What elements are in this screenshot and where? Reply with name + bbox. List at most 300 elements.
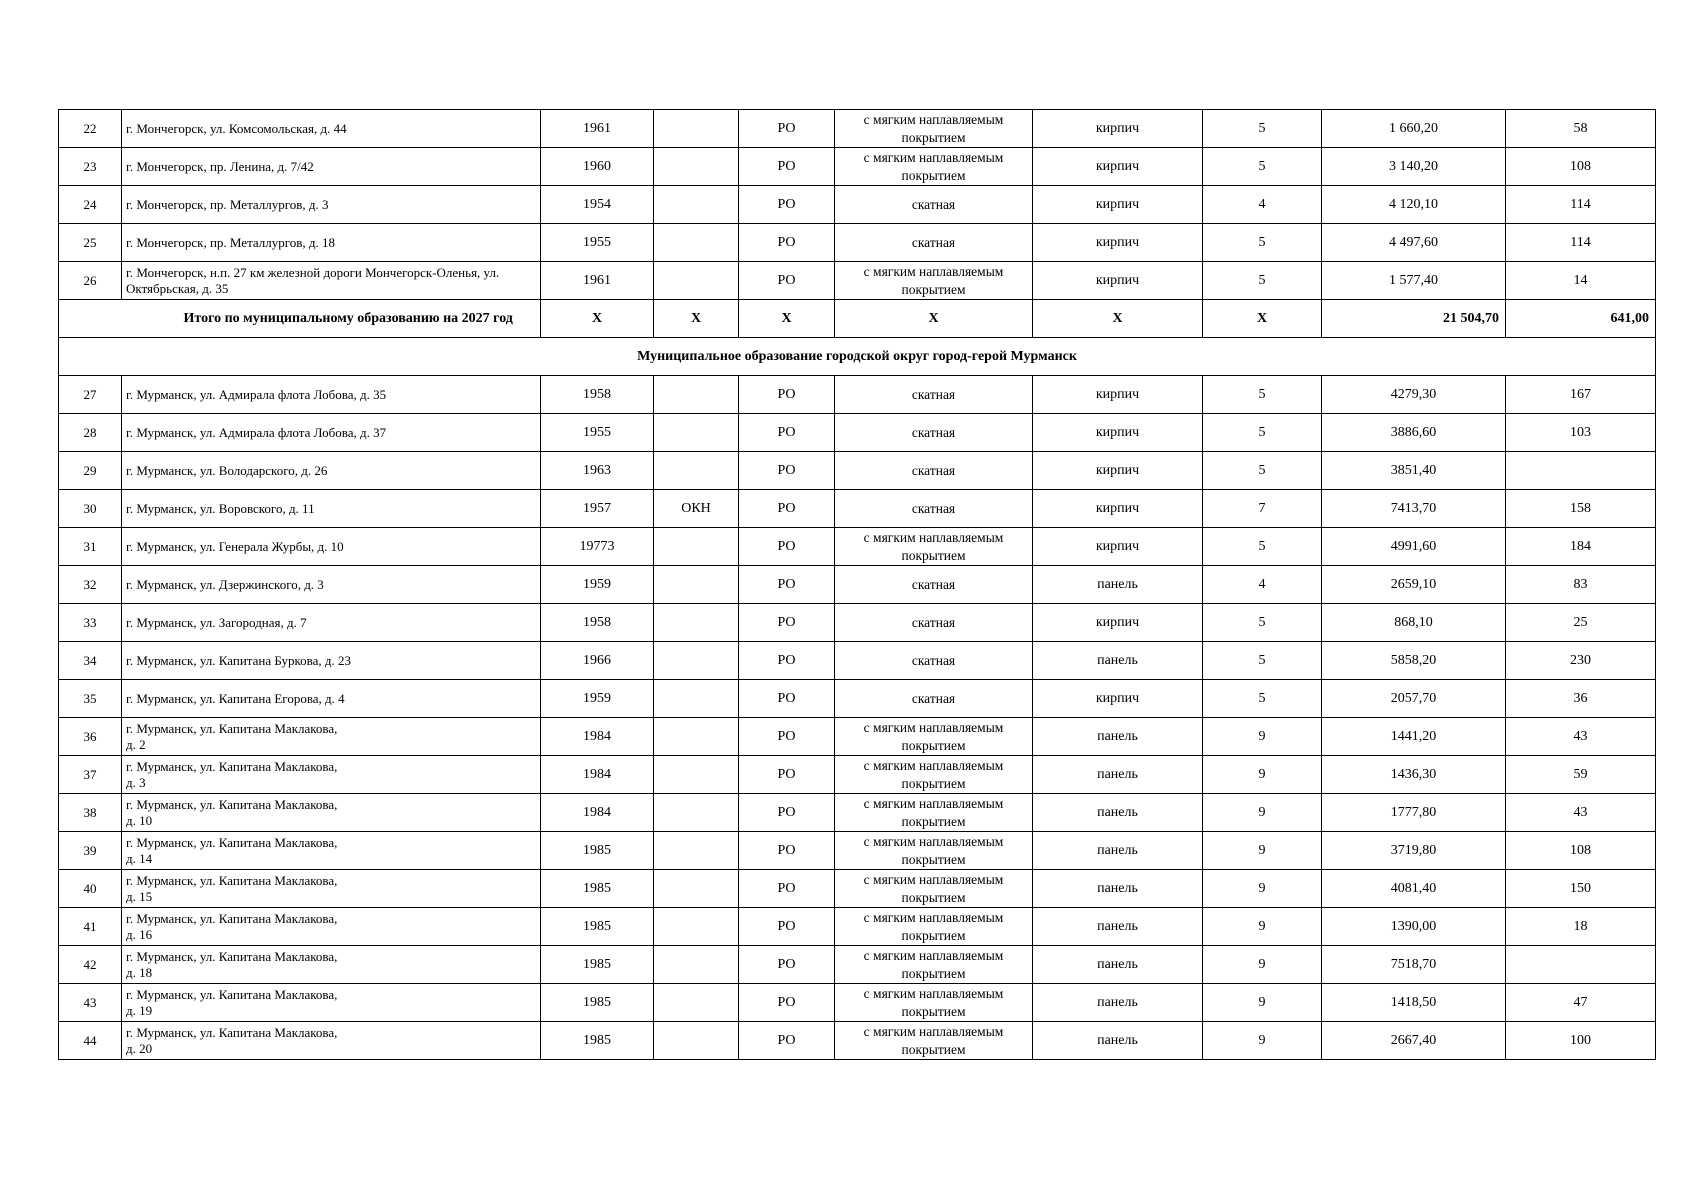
total-residents: 641,00	[1506, 300, 1656, 338]
table-row	[59, 452, 1656, 490]
area-cell: 7413,70	[1322, 490, 1506, 528]
floors-cell: 9	[1203, 718, 1322, 756]
year-cell: 1985	[541, 1022, 654, 1060]
floors-cell: 9	[1203, 946, 1322, 984]
address-cell	[122, 1022, 541, 1060]
walls-cell: панель	[1033, 642, 1203, 680]
residents-cell: 184	[1506, 528, 1656, 566]
floors-cell: 5	[1203, 414, 1322, 452]
method-cell: РО	[739, 718, 835, 756]
floors-cell: 9	[1203, 1022, 1322, 1060]
year-cell: 1955	[541, 414, 654, 452]
heritage-cell	[654, 376, 739, 414]
method-cell: РО	[739, 452, 835, 490]
floors-cell: 7	[1203, 490, 1322, 528]
year-cell: 1984	[541, 794, 654, 832]
housing-table	[58, 109, 1656, 1060]
area-cell: 7518,70	[1322, 946, 1506, 984]
address-line: г. Мончегорск, пр. Металлургов, д. 3	[126, 196, 329, 212]
address-line-2: д. 3	[126, 774, 146, 790]
walls-cell: панель	[1033, 984, 1203, 1022]
heritage-cell	[654, 148, 739, 186]
table-row	[59, 262, 1656, 300]
method-cell: РО	[739, 946, 835, 984]
floors-cell: 4	[1203, 566, 1322, 604]
floors-cell: 5	[1203, 604, 1322, 642]
table-row	[59, 376, 1656, 414]
area-cell: 1441,20	[1322, 718, 1506, 756]
method-cell: РО	[739, 566, 835, 604]
table-row	[59, 718, 1656, 756]
row-number: 33	[59, 604, 122, 642]
address-line-2: д. 14	[126, 850, 153, 866]
floors-cell: 9	[1203, 756, 1322, 794]
area-cell: 2667,40	[1322, 1022, 1506, 1060]
area-cell: 2057,70	[1322, 680, 1506, 718]
address-line: г. Мончегорск, пр. Ленина, д. 7/42	[126, 158, 314, 174]
address-cell	[122, 756, 541, 794]
total-year: X	[541, 300, 654, 338]
area-cell: 3719,80	[1322, 832, 1506, 870]
walls-cell: панель	[1033, 870, 1203, 908]
year-cell: 1961	[541, 262, 654, 300]
method-cell: РО	[739, 186, 835, 224]
address-cell	[122, 452, 541, 490]
method-cell: РО	[739, 262, 835, 300]
address-cell	[122, 680, 541, 718]
address-line: г. Мончегорск, ул. Комсомольская, д. 44	[126, 120, 347, 136]
row-number: 42	[59, 946, 122, 984]
floors-cell: 9	[1203, 984, 1322, 1022]
address-line-2: д. 18	[126, 964, 153, 980]
address-line: г. Мурманск, ул. Дзержинского, д. 3	[126, 576, 324, 592]
address-cell	[122, 946, 541, 984]
roof-cell: скатная	[835, 224, 1033, 262]
roof-cell: с мягким наплавляемым покрытием	[835, 946, 1033, 984]
walls-cell: панель	[1033, 832, 1203, 870]
roof-cell: с мягким наплавляемым покрытием	[835, 756, 1033, 794]
row-number: 44	[59, 1022, 122, 1060]
area-cell: 2659,10	[1322, 566, 1506, 604]
floors-cell: 9	[1203, 870, 1322, 908]
roof-cell: скатная	[835, 186, 1033, 224]
total-block	[59, 300, 1656, 376]
area-cell: 1436,30	[1322, 756, 1506, 794]
table-row	[59, 756, 1656, 794]
row-number: 24	[59, 186, 122, 224]
row-number: 37	[59, 756, 122, 794]
section-title: Муниципальное образование городской округ город-герой Мурманск	[59, 338, 1656, 376]
address-line: г. Мурманск, ул. Капитана Маклакова,	[126, 910, 338, 926]
row-number: 39	[59, 832, 122, 870]
walls-cell: кирпич	[1033, 186, 1203, 224]
address-cell	[122, 186, 541, 224]
total-method: X	[739, 300, 835, 338]
total-area: 21 504,70	[1322, 300, 1506, 338]
walls-cell: кирпич	[1033, 490, 1203, 528]
method-cell: РО	[739, 794, 835, 832]
address-line: г. Мурманск, ул. Капитана Маклакова,	[126, 1024, 338, 1040]
section-header-row	[59, 338, 1656, 376]
heritage-cell	[654, 642, 739, 680]
roof-cell: скатная	[835, 566, 1033, 604]
address-cell	[122, 794, 541, 832]
year-cell: 1984	[541, 756, 654, 794]
address-line: г. Мурманск, ул. Генерала Журбы, д. 10	[126, 538, 344, 554]
floors-cell: 5	[1203, 224, 1322, 262]
floors-cell: 5	[1203, 376, 1322, 414]
address-line: г. Мурманск, ул. Капитана Маклакова,	[126, 720, 338, 736]
roof-cell: с мягким наплавляемым покрытием	[835, 794, 1033, 832]
table-row	[59, 946, 1656, 984]
residents-cell: 114	[1506, 224, 1656, 262]
table-row	[59, 794, 1656, 832]
method-cell: РО	[739, 110, 835, 148]
residents-cell: 103	[1506, 414, 1656, 452]
heritage-cell: ОКН	[654, 490, 739, 528]
roof-cell: с мягким наплавляемым покрытием	[835, 832, 1033, 870]
total-okn: X	[654, 300, 739, 338]
total-walls: X	[1033, 300, 1203, 338]
table-row	[59, 1022, 1656, 1060]
area-cell: 868,10	[1322, 604, 1506, 642]
address-cell	[122, 376, 541, 414]
area-cell: 3 140,20	[1322, 148, 1506, 186]
heritage-cell	[654, 414, 739, 452]
table-row	[59, 642, 1656, 680]
address-line-2: д. 16	[126, 926, 153, 942]
year-cell: 1963	[541, 452, 654, 490]
total-floors: X	[1203, 300, 1322, 338]
roof-cell: с мягким наплавляемым покрытием	[835, 908, 1033, 946]
residents-cell: 167	[1506, 376, 1656, 414]
residents-cell: 43	[1506, 718, 1656, 756]
year-cell: 1985	[541, 946, 654, 984]
residents-cell: 158	[1506, 490, 1656, 528]
table-row	[59, 528, 1656, 566]
address-cell	[122, 984, 541, 1022]
row-number: 23	[59, 148, 122, 186]
area-cell: 3886,60	[1322, 414, 1506, 452]
roof-cell: с мягким наплавляемым покрытием	[835, 262, 1033, 300]
method-cell: РО	[739, 870, 835, 908]
address-cell	[122, 566, 541, 604]
residents-cell	[1506, 946, 1656, 984]
year-cell: 1985	[541, 870, 654, 908]
walls-cell: кирпич	[1033, 414, 1203, 452]
method-cell: РО	[739, 832, 835, 870]
rows-before	[59, 110, 1656, 300]
method-cell: РО	[739, 376, 835, 414]
address-cell	[122, 528, 541, 566]
walls-cell: панель	[1033, 718, 1203, 756]
row-number: 38	[59, 794, 122, 832]
row-number: 31	[59, 528, 122, 566]
residents-cell: 59	[1506, 756, 1656, 794]
address-line: г. Мурманск, ул. Адмирала флота Лобова, д. 37	[126, 424, 387, 440]
floors-cell: 5	[1203, 148, 1322, 186]
area-cell: 1 577,40	[1322, 262, 1506, 300]
area-cell: 1 660,20	[1322, 110, 1506, 148]
address-cell	[122, 224, 541, 262]
walls-cell: панель	[1033, 566, 1203, 604]
address-line-2: д. 15	[126, 888, 153, 904]
year-cell: 1957	[541, 490, 654, 528]
total-label: Итого по муниципальному образованию на 2027 год	[122, 300, 541, 338]
residents-cell: 14	[1506, 262, 1656, 300]
heritage-cell	[654, 1022, 739, 1060]
heritage-cell	[654, 718, 739, 756]
floors-cell: 5	[1203, 262, 1322, 300]
row-number: 41	[59, 908, 122, 946]
row-number: 30	[59, 490, 122, 528]
method-cell: РО	[739, 490, 835, 528]
address-cell	[122, 718, 541, 756]
roof-cell: скатная	[835, 414, 1033, 452]
total-roof: X	[835, 300, 1033, 338]
address-line: г. Мурманск, ул. Капитана Маклакова,	[126, 948, 338, 964]
table-row	[59, 148, 1656, 186]
address-cell	[122, 110, 541, 148]
floors-cell: 9	[1203, 794, 1322, 832]
floors-cell: 5	[1203, 528, 1322, 566]
walls-cell: панель	[1033, 1022, 1203, 1060]
method-cell: РО	[739, 984, 835, 1022]
address-line: г. Мурманск, ул. Володарского, д. 26	[126, 462, 328, 478]
year-cell: 1966	[541, 642, 654, 680]
table-row	[59, 490, 1656, 528]
walls-cell: кирпич	[1033, 262, 1203, 300]
residents-cell: 83	[1506, 566, 1656, 604]
address-line: г. Мурманск, ул. Капитана Егорова, д. 4	[126, 690, 345, 706]
address-cell	[122, 490, 541, 528]
rows-after	[59, 376, 1656, 1060]
heritage-cell	[654, 794, 739, 832]
year-cell: 1958	[541, 604, 654, 642]
heritage-cell	[654, 566, 739, 604]
residents-cell: 100	[1506, 1022, 1656, 1060]
table-row	[59, 908, 1656, 946]
area-cell: 5858,20	[1322, 642, 1506, 680]
method-cell: РО	[739, 224, 835, 262]
year-cell: 1954	[541, 186, 654, 224]
roof-cell: с мягким наплавляемым покрытием	[835, 1022, 1033, 1060]
table-row	[59, 224, 1656, 262]
heritage-cell	[654, 832, 739, 870]
heritage-cell	[654, 908, 739, 946]
residents-cell: 18	[1506, 908, 1656, 946]
residents-cell: 150	[1506, 870, 1656, 908]
address-line: г. Мурманск, ул. Загородная, д. 7	[126, 614, 307, 630]
heritage-cell	[654, 870, 739, 908]
year-cell: 1984	[541, 718, 654, 756]
floors-cell: 4	[1203, 186, 1322, 224]
residents-cell: 108	[1506, 148, 1656, 186]
address-line: г. Мончегорск, н.п. 27 км железной дороги Мончегорск-Оленья, ул. Октябрьская, д. 35	[126, 264, 500, 296]
walls-cell: панель	[1033, 908, 1203, 946]
table-row	[59, 870, 1656, 908]
floors-cell: 9	[1203, 832, 1322, 870]
address-cell	[122, 870, 541, 908]
walls-cell: панель	[1033, 946, 1203, 984]
address-cell	[122, 832, 541, 870]
row-number: 32	[59, 566, 122, 604]
roof-cell: скатная	[835, 604, 1033, 642]
walls-cell: кирпич	[1033, 376, 1203, 414]
walls-cell: кирпич	[1033, 110, 1203, 148]
table-row	[59, 110, 1656, 148]
address-line: г. Мурманск, ул. Капитана Маклакова,	[126, 986, 338, 1002]
heritage-cell	[654, 680, 739, 718]
year-cell: 19773	[541, 528, 654, 566]
heritage-cell	[654, 186, 739, 224]
row-number: 43	[59, 984, 122, 1022]
year-cell: 1985	[541, 908, 654, 946]
walls-cell: кирпич	[1033, 148, 1203, 186]
year-cell: 1958	[541, 376, 654, 414]
method-cell: РО	[739, 528, 835, 566]
row-number: 28	[59, 414, 122, 452]
year-cell: 1959	[541, 566, 654, 604]
area-cell: 4279,30	[1322, 376, 1506, 414]
residents-cell: 108	[1506, 832, 1656, 870]
area-cell: 4 497,60	[1322, 224, 1506, 262]
table-row	[59, 984, 1656, 1022]
heritage-cell	[654, 946, 739, 984]
document-page	[58, 109, 1655, 1060]
address-cell	[122, 642, 541, 680]
roof-cell: с мягким наплавляемым покрытием	[835, 718, 1033, 756]
address-line: г. Мурманск, ул. Адмирала флота Лобова, д. 35	[126, 386, 387, 402]
residents-cell: 58	[1506, 110, 1656, 148]
row-number: 40	[59, 870, 122, 908]
year-cell: 1985	[541, 984, 654, 1022]
address-line-2: д. 10	[126, 812, 153, 828]
address-cell	[122, 414, 541, 452]
table-row	[59, 680, 1656, 718]
roof-cell: с мягким наплавляемым покрытием	[835, 870, 1033, 908]
address-cell	[122, 148, 541, 186]
method-cell: РО	[739, 604, 835, 642]
roof-cell: с мягким наплавляемым покрытием	[835, 110, 1033, 148]
year-cell: 1961	[541, 110, 654, 148]
roof-cell: скатная	[835, 642, 1033, 680]
method-cell: РО	[739, 414, 835, 452]
row-number: 22	[59, 110, 122, 148]
address-cell	[122, 262, 541, 300]
method-cell: РО	[739, 148, 835, 186]
floors-cell: 5	[1203, 452, 1322, 490]
row-number: 36	[59, 718, 122, 756]
roof-cell: скатная	[835, 490, 1033, 528]
roof-cell: скатная	[835, 452, 1033, 490]
year-cell: 1955	[541, 224, 654, 262]
address-cell	[122, 908, 541, 946]
residents-cell: 43	[1506, 794, 1656, 832]
address-cell	[122, 604, 541, 642]
area-cell: 4081,40	[1322, 870, 1506, 908]
total-row	[59, 300, 1656, 338]
walls-cell: панель	[1033, 794, 1203, 832]
area-cell: 1418,50	[1322, 984, 1506, 1022]
address-line: г. Мурманск, ул. Капитана Маклакова,	[126, 872, 338, 888]
method-cell: РО	[739, 642, 835, 680]
method-cell: РО	[739, 908, 835, 946]
address-line: г. Мурманск, ул. Капитана Маклакова,	[126, 834, 338, 850]
table-row	[59, 604, 1656, 642]
table-row	[59, 414, 1656, 452]
method-cell: РО	[739, 756, 835, 794]
heritage-cell	[654, 110, 739, 148]
heritage-cell	[654, 452, 739, 490]
roof-cell: с мягким наплавляемым покрытием	[835, 528, 1033, 566]
area-cell: 1390,00	[1322, 908, 1506, 946]
heritage-cell	[654, 528, 739, 566]
heritage-cell	[654, 262, 739, 300]
floors-cell: 5	[1203, 110, 1322, 148]
table-row	[59, 832, 1656, 870]
floors-cell: 5	[1203, 642, 1322, 680]
area-cell: 3851,40	[1322, 452, 1506, 490]
table-row	[59, 186, 1656, 224]
year-cell: 1960	[541, 148, 654, 186]
address-line: г. Мурманск, ул. Капитана Маклакова,	[126, 758, 338, 774]
residents-cell	[1506, 452, 1656, 490]
area-cell: 4 120,10	[1322, 186, 1506, 224]
method-cell: РО	[739, 680, 835, 718]
walls-cell: кирпич	[1033, 680, 1203, 718]
method-cell: РО	[739, 1022, 835, 1060]
heritage-cell	[654, 984, 739, 1022]
row-number: 34	[59, 642, 122, 680]
heritage-cell	[654, 756, 739, 794]
walls-cell: кирпич	[1033, 528, 1203, 566]
row-number: 25	[59, 224, 122, 262]
table-row	[59, 566, 1656, 604]
address-line: г. Мурманск, ул. Капитана Буркова, д. 23	[126, 652, 352, 668]
residents-cell: 114	[1506, 186, 1656, 224]
row-number: 35	[59, 680, 122, 718]
row-number: 27	[59, 376, 122, 414]
roof-cell: скатная	[835, 680, 1033, 718]
total-number-cell	[59, 300, 122, 338]
residents-cell: 230	[1506, 642, 1656, 680]
address-line: г. Мончегорск, пр. Металлургов, д. 18	[126, 234, 336, 250]
address-line-2: д. 20	[126, 1040, 153, 1056]
floors-cell: 5	[1203, 680, 1322, 718]
year-cell: 1959	[541, 680, 654, 718]
area-cell: 4991,60	[1322, 528, 1506, 566]
walls-cell: кирпич	[1033, 224, 1203, 262]
roof-cell: с мягким наплавляемым покрытием	[835, 148, 1033, 186]
area-cell: 1777,80	[1322, 794, 1506, 832]
heritage-cell	[654, 604, 739, 642]
floors-cell: 9	[1203, 908, 1322, 946]
row-number: 29	[59, 452, 122, 490]
row-number: 26	[59, 262, 122, 300]
year-cell: 1985	[541, 832, 654, 870]
roof-cell: скатная	[835, 376, 1033, 414]
residents-cell: 47	[1506, 984, 1656, 1022]
residents-cell: 36	[1506, 680, 1656, 718]
walls-cell: кирпич	[1033, 452, 1203, 490]
address-line: г. Мурманск, ул. Капитана Маклакова,	[126, 796, 338, 812]
roof-cell: с мягким наплавляемым покрытием	[835, 984, 1033, 1022]
heritage-cell	[654, 224, 739, 262]
residents-cell: 25	[1506, 604, 1656, 642]
walls-cell: панель	[1033, 756, 1203, 794]
address-line: г. Мурманск, ул. Воровского, д. 11	[126, 500, 315, 516]
